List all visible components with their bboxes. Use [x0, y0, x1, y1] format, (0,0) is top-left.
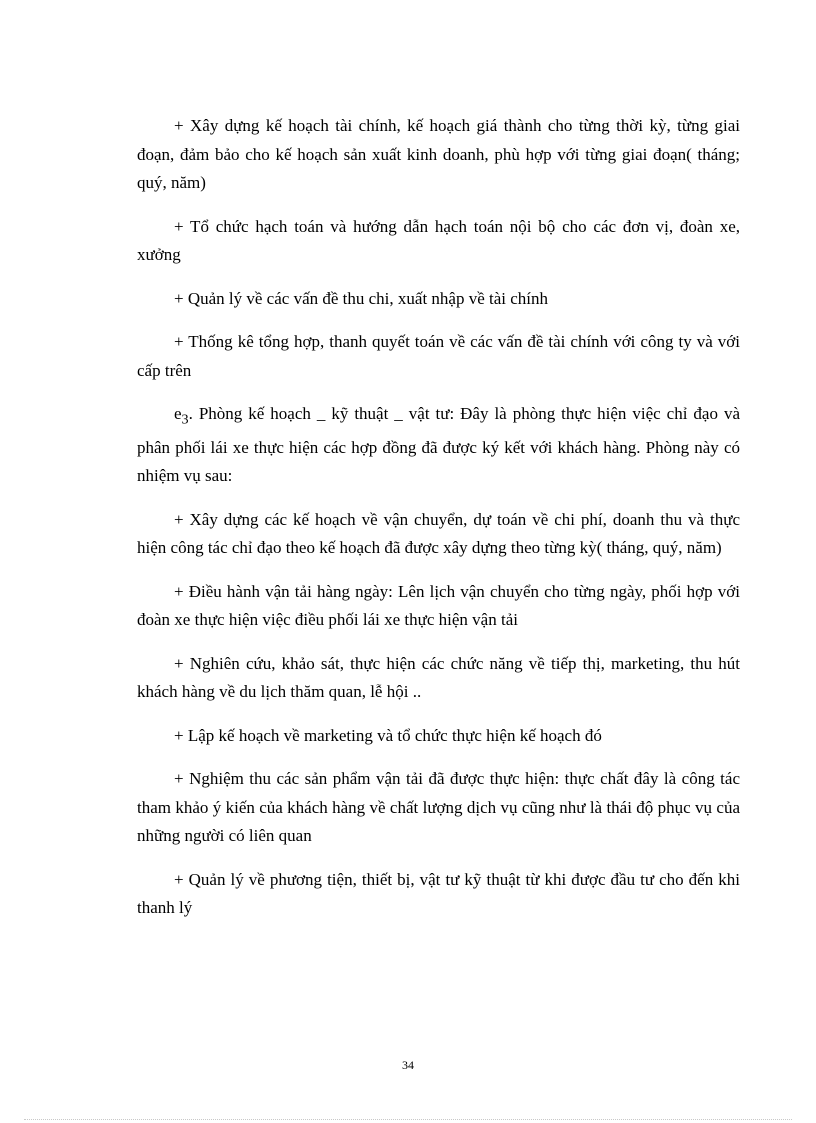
- paragraph-daily-operation: + Điều hành vận tải hàng ngày: Lên lịch vận chuyển cho từng ngày, phối hợp với đoàn xe thực hiện việc điều phối lái xe thực hiện vận tải: [137, 581, 740, 630]
- paragraph-transport-plan: + Xây dựng các kế hoạch về vận chuyển, dự toán về chi phí, doanh thu và thực hiện công tác chỉ đạo theo kế hoạch đã được xây dựng theo từng kỳ( tháng, quý, năm): [137, 509, 740, 558]
- paragraph-revenue-expense: + Quản lý về các vấn đề thu chi, xuất nhập về tài chính: [174, 288, 549, 308]
- section-e3-heading-paragraph: [137, 400, 740, 491]
- paragraph-marketing-research: + Nghiên cứu, khảo sát, thực hiện các chức năng về tiếp thị, marketing, thu hút khách hàng về du lịch thăm quan, lễ hội ..: [137, 653, 740, 702]
- page-bottom-divider: [24, 1119, 792, 1120]
- paragraph-statistics-settlement: + Thống kê tổng hợp, thanh quyết toán về các vấn đề tài chính với công ty và với cấp trên: [137, 332, 740, 380]
- paragraph-finance-plan: + Xây dựng kế hoạch tài chính, kế hoạch giá thành cho từng thời kỳ, từng giai đoạn, đảm bảo cho kế hoạch sản xuất kinh doanh, phù hợp với từng giai đoạn( tháng; quý, năm): [137, 116, 740, 192]
- paragraph-internal-accounting: + Tổ chức hạch toán và hướng dẫn hạch toán nội bộ cho các đơn vị, đoàn xe, xưởng: [137, 216, 740, 264]
- paragraph-marketing-plan: + Lập kế hoạch về marketing và tổ chức thực hiện kế hoạch đó: [174, 725, 602, 745]
- document-body: [137, 112, 740, 938]
- paragraph-service-acceptance: + Nghiệm thu các sản phẩm vận tải đã được thực hiện: thực chất đây là công tác tham khảo ý kiến của khách hàng về chất lượng dịch vụ cũng như là thái độ phục vụ của những người có liên quan: [137, 769, 740, 846]
- section-e3-subscript: 3: [181, 411, 189, 428]
- section-e3-text: . Phòng kế hoạch _ kỹ thuật _ vật tư: Đây là phòng thực hiện việc chỉ đạo và phân phối lái xe thực hiện các hợp đồng đã được ký kết với khách hàng. Phòng này có nhiệm vụ sau:: [137, 404, 740, 486]
- paragraph-equipment-management: + Quản lý về phương tiện, thiết bị, vật tư kỹ thuật từ khi được đầu tư cho đến khi thanh lý: [137, 869, 740, 918]
- section-e3-prefix: e: [174, 404, 182, 423]
- page-number: 34: [402, 1058, 414, 1072]
